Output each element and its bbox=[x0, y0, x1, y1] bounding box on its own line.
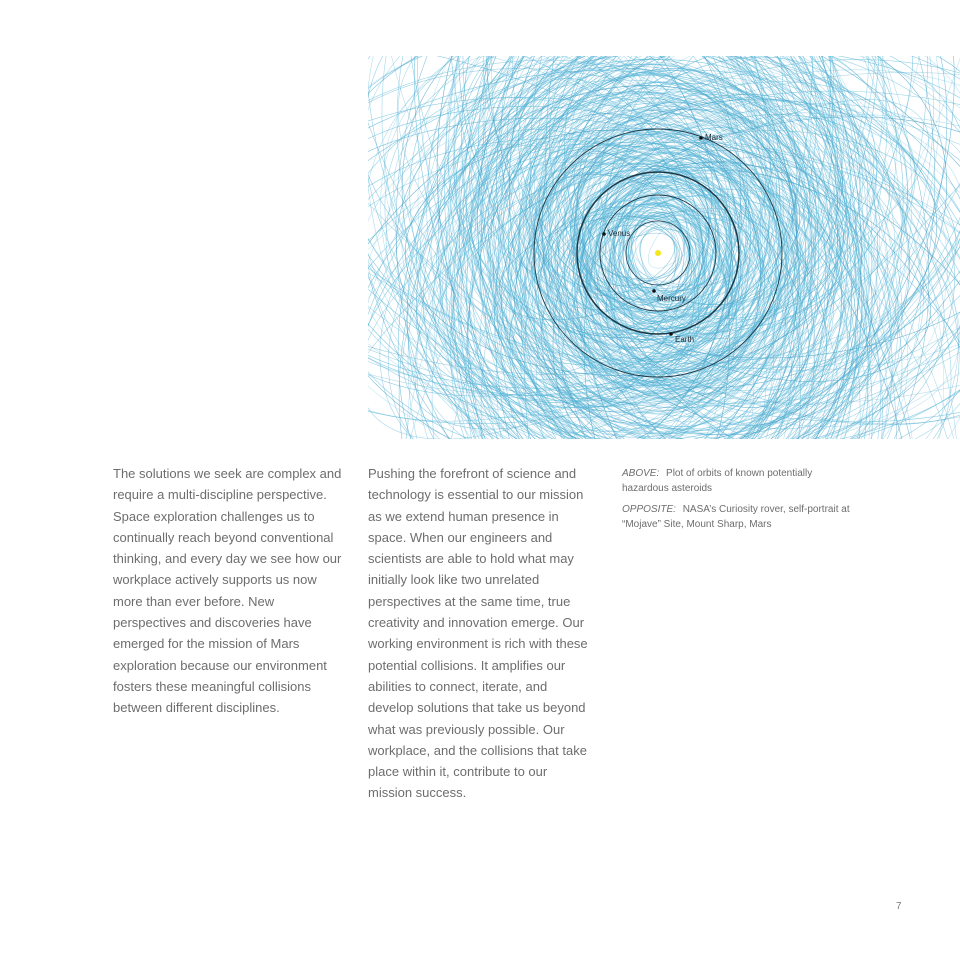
asteroid-orbit-plot bbox=[368, 56, 960, 439]
asteroid-orbits-group bbox=[368, 56, 960, 439]
planet-mercury-marker bbox=[652, 289, 656, 293]
figure-captions bbox=[622, 466, 852, 538]
body-text-middle: Pushing the forefront of science and technology is essential to our mission as we extend human presence in space. When our engineers and scientists are able to hold what may initially look like two unrelated perspectives at the same time, true creativity and innovation emerge. Our working environment is rich with these potential collisions. It amplifies our abilities to connect, iterate, and develop solutions that take us beyond what was previously possible. Our workplace, and the collisions that take place within it, contribute to our mission success. bbox=[368, 466, 588, 801]
caption-opposite-label: OPPOSITE: bbox=[622, 504, 676, 515]
caption-above bbox=[622, 466, 852, 496]
caption-above-text: Plot of orbits of known potentially hazardous asteroids bbox=[622, 468, 813, 494]
orbit-plot-svg bbox=[368, 56, 960, 439]
caption-above-label: ABOVE: bbox=[622, 468, 660, 479]
planet-earth-marker bbox=[669, 332, 673, 336]
planet-venus-marker bbox=[602, 232, 606, 236]
body-text-left: The solutions we seek are complex and require a multi-discipline perspective. Space exploration challenges us to continually reach beyond conventional thinking, and every day we see how our workplace actively supports us now more than ever before. New perspectives and discoveries have emerged for the mission of Mars exploration because our environment fosters these meaningful collisions between different disciplines. bbox=[113, 466, 342, 716]
page-number: 7 bbox=[896, 901, 902, 912]
planet-earth-label: Earth bbox=[675, 335, 695, 344]
sun-marker bbox=[655, 250, 661, 256]
caption-opposite bbox=[622, 502, 852, 532]
planet-mercury-label: Mercury bbox=[657, 294, 686, 303]
planet-venus-label: Venus bbox=[608, 229, 631, 238]
planet-mars-label: Mars bbox=[705, 133, 723, 142]
caption-opposite-text: NASA’s Curiosity rover, self-portrait at “Mojave” Site, Mount Sharp, Mars bbox=[622, 504, 850, 530]
planet-mars-marker bbox=[699, 136, 703, 140]
